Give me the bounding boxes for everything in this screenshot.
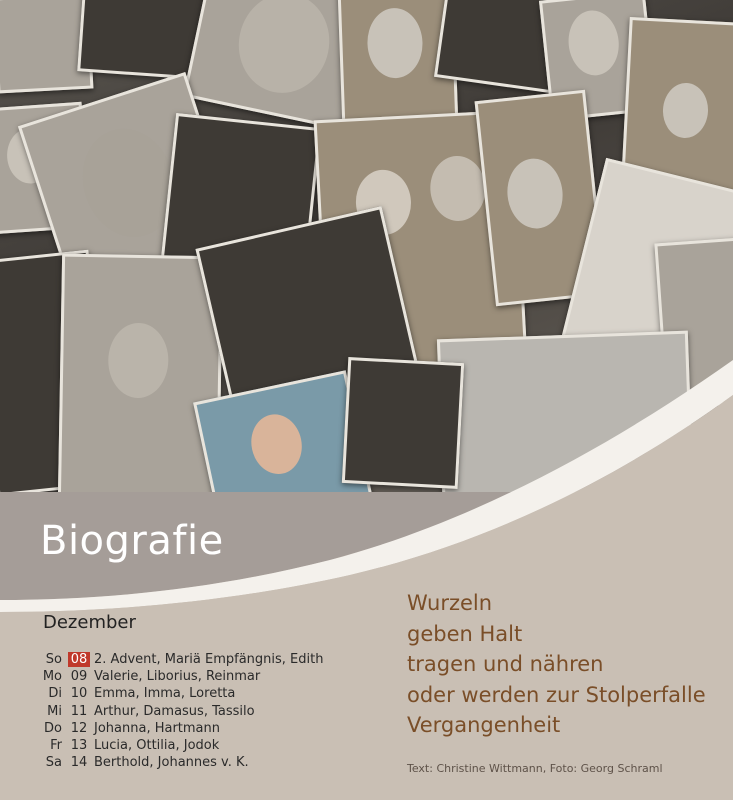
name-days: 2. Advent, Mariä Empfängnis, Edith bbox=[94, 652, 324, 668]
calendar-list bbox=[30, 651, 370, 771]
poem-line: geben Halt bbox=[407, 621, 523, 646]
date-number: 09 bbox=[70, 669, 88, 685]
date-number-highlighted: 08 bbox=[68, 652, 90, 667]
weekday: So bbox=[45, 652, 62, 668]
page-title: Biografie bbox=[40, 518, 224, 564]
name-days: Valerie, Liborius, Reinmar bbox=[94, 669, 261, 685]
date-number: 11 bbox=[70, 703, 88, 719]
weekday: Mo bbox=[42, 669, 62, 685]
date-number: 13 bbox=[70, 738, 88, 754]
date-number: 14 bbox=[70, 755, 88, 771]
name-days: Arthur, Damasus, Tassilo bbox=[94, 703, 255, 719]
calendar-row bbox=[30, 668, 370, 685]
calendar-row bbox=[30, 720, 370, 737]
weekday: Fr bbox=[50, 738, 62, 754]
poem-line: tragen und nähren bbox=[407, 652, 604, 676]
name-days: Berthold, Johannes v. K. bbox=[94, 755, 249, 771]
name-days: Johanna, Hartmann bbox=[94, 720, 220, 736]
calendar-row bbox=[30, 685, 370, 702]
weekday: Mi bbox=[47, 703, 62, 719]
month-label: Dezember bbox=[43, 612, 136, 633]
poem-line: Vergangenheit bbox=[407, 713, 561, 737]
weekday: Sa bbox=[45, 755, 62, 771]
date-number: 12 bbox=[70, 720, 88, 736]
poem bbox=[407, 588, 706, 741]
name-days: Lucia, Ottilia, Jodok bbox=[94, 738, 220, 754]
photo-credit: Text: Christine Wittmann, Foto: Georg Schraml bbox=[407, 762, 663, 775]
weekday: Do bbox=[44, 720, 62, 736]
poem-line: oder werden zur Stolperfalle bbox=[407, 682, 706, 707]
calendar-row bbox=[30, 737, 370, 754]
calendar-row bbox=[30, 651, 370, 668]
calendar-row bbox=[30, 703, 370, 720]
calendar-row bbox=[30, 754, 370, 771]
poem-line: Wurzeln bbox=[407, 591, 493, 615]
name-days: Emma, Imma, Loretta bbox=[94, 686, 236, 702]
date-number: 10 bbox=[70, 686, 88, 702]
weekday: Di bbox=[48, 686, 62, 702]
